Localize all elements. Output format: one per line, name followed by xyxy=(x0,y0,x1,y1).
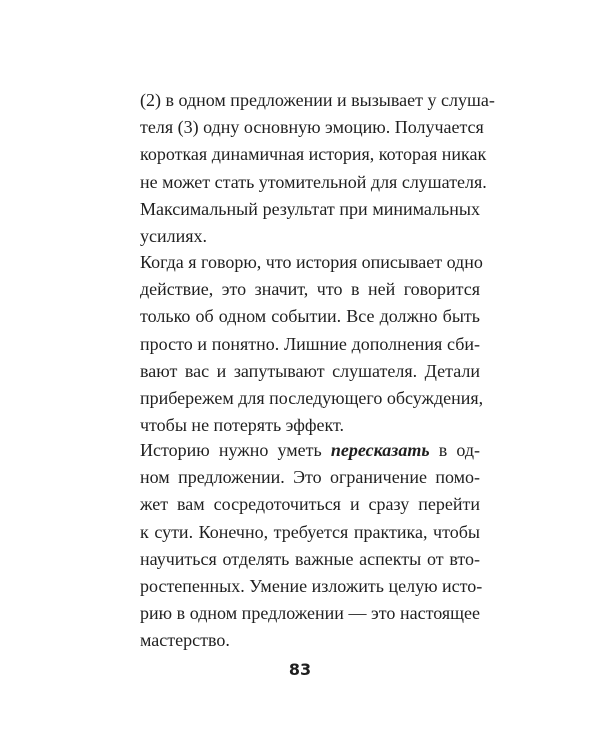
text-line: короткая динамичная история, которая никак xyxy=(140,144,487,165)
paragraph-2 xyxy=(140,249,484,439)
text-line: прибережем для последующего обсуждения, xyxy=(140,388,484,409)
text-line-with-emphasis xyxy=(140,437,480,464)
text-fragment: в од- xyxy=(438,440,481,460)
text-line: теля (3) одну основную эмоцию. Получается xyxy=(140,117,484,138)
emphasized-word: пересказать xyxy=(330,440,430,460)
text-line: вают вас и запутывают слушателя. Детали xyxy=(140,360,480,381)
text-line: рию в одном предложении — это настоящее xyxy=(140,603,480,624)
text-line: (2) в одном предложении и вызывает у слуша- xyxy=(140,90,495,110)
text-line: Когда я говорю, что история описывает одно xyxy=(140,252,483,272)
text-line: ном предложении. Это ограничение помо- xyxy=(140,467,480,488)
text-line: жет вам сосредоточиться и сразу перейти xyxy=(140,494,480,515)
text-line: не может стать утомительной для слушателя. xyxy=(140,171,487,192)
text-line: научиться отделять важные аспекты от вто- xyxy=(140,548,480,569)
text-line: только об одном событии. Все должно быть xyxy=(140,306,480,327)
text-line: усилиях. xyxy=(140,226,208,247)
paragraph-3 xyxy=(140,437,483,655)
text-line: просто и понятно. Лишние дополнения сби- xyxy=(140,333,480,354)
paragraph-1 xyxy=(140,87,495,250)
page-number: 83 xyxy=(288,660,312,679)
text-line: ростепенных. Умение изложить целую исто- xyxy=(140,576,483,597)
text-line: Максимальный результат при минимальных xyxy=(140,198,480,219)
text-line: чтобы не потерять эффект. xyxy=(140,415,345,436)
text-fragment: Историю нужно уметь xyxy=(140,440,322,460)
text-line: мастерство. xyxy=(140,630,230,651)
text-line: действие, это значит, что в ней говорится xyxy=(140,279,480,300)
text-line: к сути. Конечно, требуется практика, чтобы xyxy=(140,521,480,542)
